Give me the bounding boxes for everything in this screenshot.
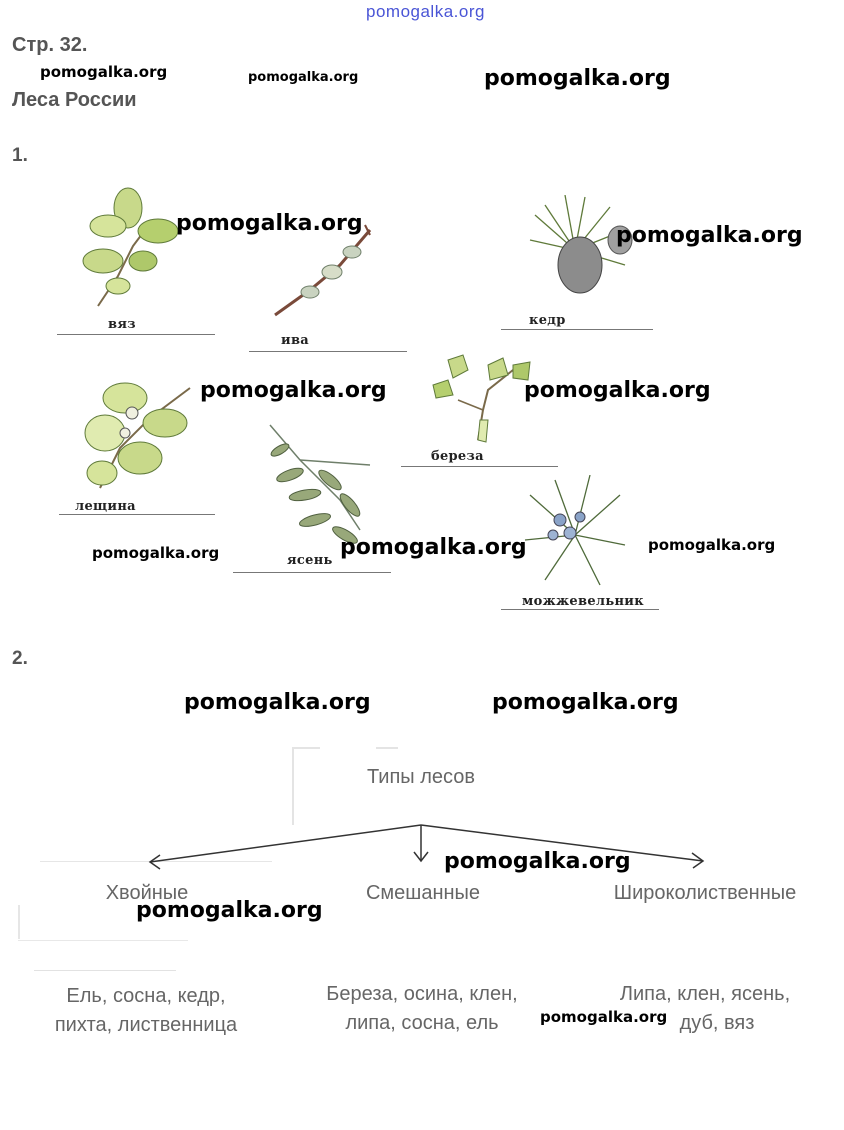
watermark: pomogalka.org [248,70,359,85]
list-line: липа, сосна, ель [345,1012,499,1034]
watermark: pomogalka.org [40,63,168,81]
list-line: Береза, осина, клен, [326,983,518,1005]
watermark: pomogalka.org [524,378,711,403]
diagram-root: Типы лесов [366,766,476,788]
diagram-node-mixed: Смешанные [365,882,481,904]
list-line: пихта, лиственница [54,1014,238,1036]
coniferous-trees-list [20,982,272,1040]
list-line: Липа, клен, ясень, [619,983,791,1005]
plant-label-elm: вяз [108,317,136,332]
watermark: pomogalka.org [176,211,363,236]
watermark: pomogalka.org [340,535,527,560]
plant-label-ash: ясень [287,553,333,568]
diagram-node-broadleaf: Широколиственные [613,882,797,904]
watermark: pomogalka.org [136,898,323,923]
site-header-link[interactable]: pomogalka.org [366,2,485,21]
plant-label-cedar: кедр [529,313,566,328]
plant-label-juniper: можжевельник [522,594,644,609]
watermark: pomogalka.org [92,544,220,562]
diagram-node-coniferous: Хвойные [105,882,189,904]
task-number-1: 1. [12,145,28,166]
mixed-trees-list [300,980,544,1038]
watermark: pomogalka.org [648,536,776,554]
page-title: Леса России [12,89,137,111]
list-line: дуб, вяз [679,1012,755,1034]
watermark: pomogalka.org [492,690,679,715]
watermark: pomogalka.org [444,849,631,874]
list-line: Ель, сосна, кедр, [66,985,226,1007]
plant-label-birch: береза [431,449,484,464]
watermark: pomogalka.org [200,378,387,403]
plant-label-willow: ива [281,333,309,348]
task-number-2: 2. [12,648,28,669]
watermark: pomogalka.org [184,690,371,715]
watermark: pomogalka.org [484,66,671,91]
watermark: pomogalka.org [540,1008,668,1026]
plant-label-hazel: лещина [75,499,136,514]
page-reference: Стр. 32. [12,34,88,56]
watermark: pomogalka.org [616,223,803,248]
